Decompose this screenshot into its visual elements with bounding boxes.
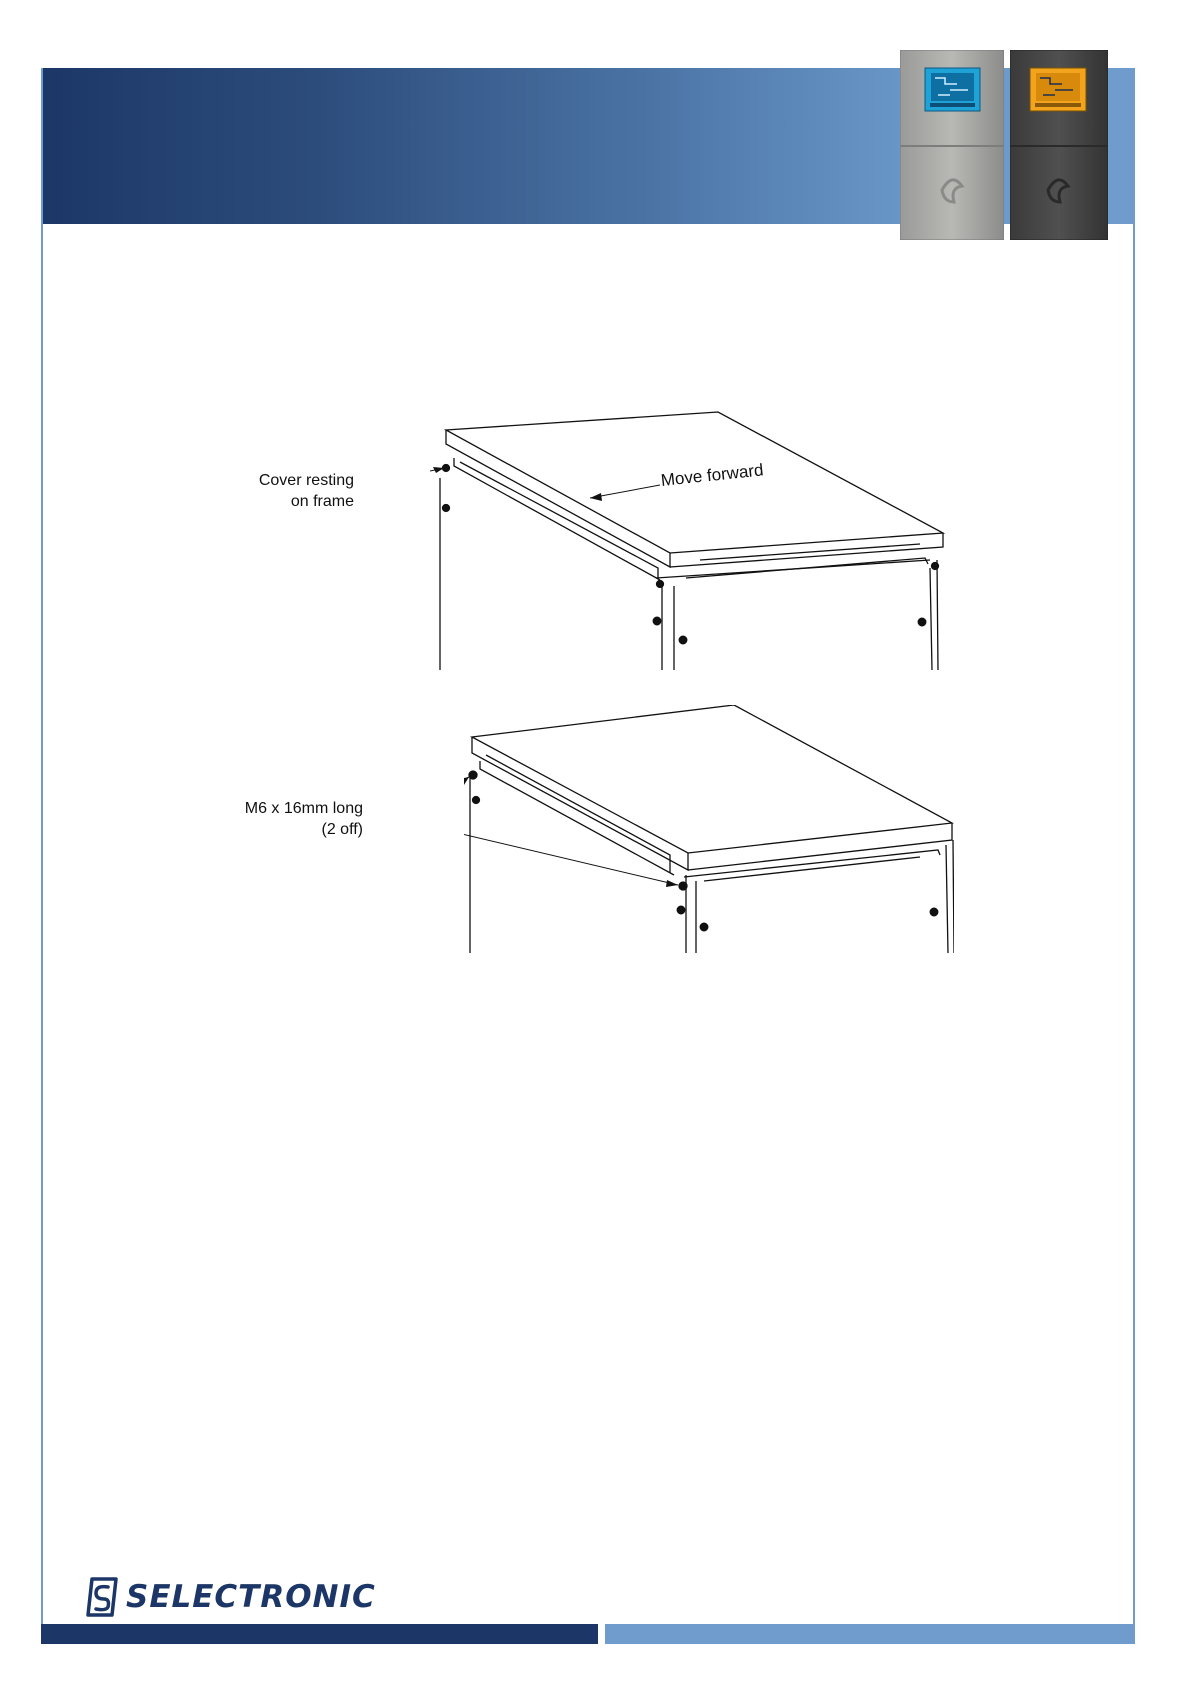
callout-cover-resting <box>240 470 354 512</box>
figure-cover-resting <box>430 408 950 670</box>
callout-move-forward: Move forward <box>659 460 765 491</box>
callout-cover-line2: on frame <box>290 493 354 510</box>
callout-screw-line1: M6 x 16mm long <box>244 800 363 817</box>
selectronic-logo-icon <box>84 1577 120 1617</box>
inverter-grey-image <box>900 50 1004 240</box>
figure-cover-fixed <box>464 705 954 953</box>
callout-cover-line1: Cover resting <box>258 472 354 489</box>
footer-bar-light <box>605 1624 1135 1644</box>
brand-name: SELECTRONIC <box>126 1579 376 1615</box>
selectronic-logo <box>84 1577 376 1617</box>
footer-bar-dark <box>41 1624 598 1644</box>
inverter-dark-image <box>1010 50 1108 240</box>
callout-screw-line2: (2 off) <box>321 821 363 838</box>
callout-screws <box>220 798 363 840</box>
